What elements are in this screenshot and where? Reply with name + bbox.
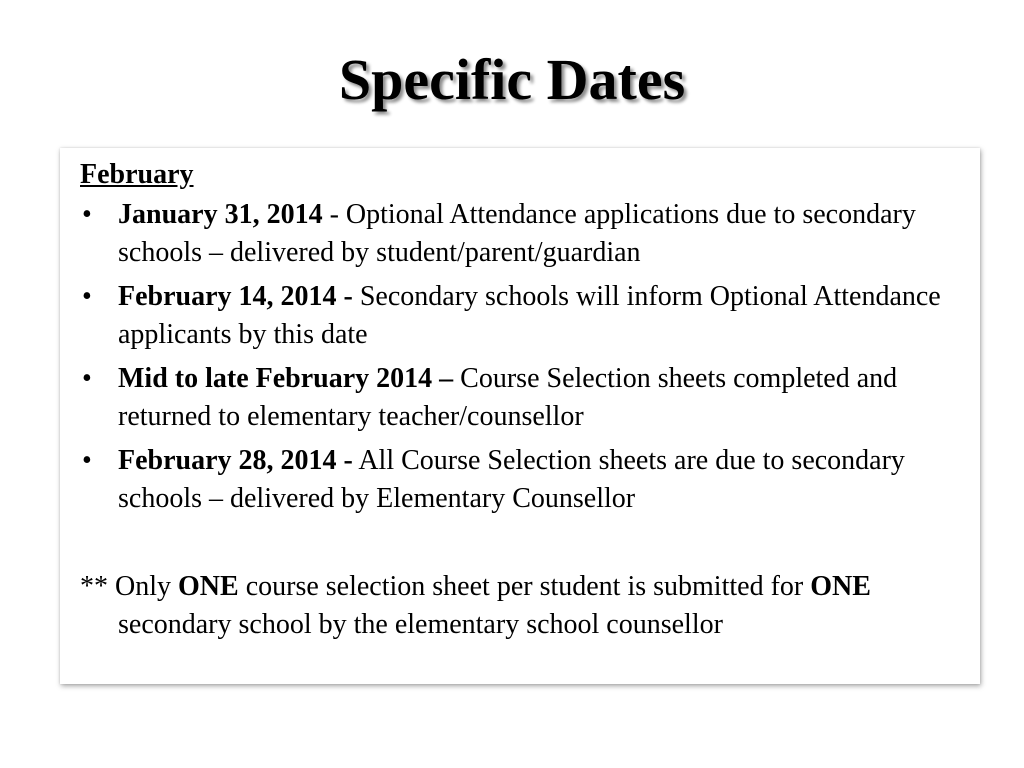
bullet-icon: • [82, 445, 92, 476]
note-suffix: secondary school by the elementary school counsellor [118, 609, 723, 640]
list-item [80, 196, 964, 272]
item-date: Mid to late February 2014 – [118, 363, 454, 394]
item-date: February 14, 2014 - [118, 281, 353, 312]
list-item [80, 360, 964, 436]
content-box [60, 148, 980, 684]
slide-title: Specific Dates [338, 47, 686, 112]
note-emphasis: ONE [810, 571, 871, 602]
item-date: January 31, 2014 [118, 199, 323, 230]
note-prefix: ** Only [80, 571, 178, 602]
section-heading: February [80, 159, 194, 190]
footnote [80, 568, 964, 644]
bullet-icon: • [82, 199, 92, 230]
bullet-icon: • [82, 281, 92, 312]
item-text: Secondary schools will inform Optional Attendance applicants by this date [118, 281, 941, 350]
item-text: - Optional Attendance applications due to secondary schools – delivered by student/parent/guardian [118, 199, 916, 268]
date-list [80, 196, 964, 518]
list-item [80, 442, 964, 518]
item-text: Course Selection sheets completed and returned to elementary teacher/counsellor [118, 363, 898, 432]
note-middle: course selection sheet per student is submitted for [238, 571, 811, 602]
bullet-icon: • [82, 363, 92, 394]
note-emphasis: ONE [178, 571, 239, 602]
list-item [80, 278, 964, 354]
item-date: February 28, 2014 - [118, 445, 353, 476]
item-text: All Course Selection sheets are due to secondary schools – delivered by Elementary Counsellor [118, 445, 905, 514]
